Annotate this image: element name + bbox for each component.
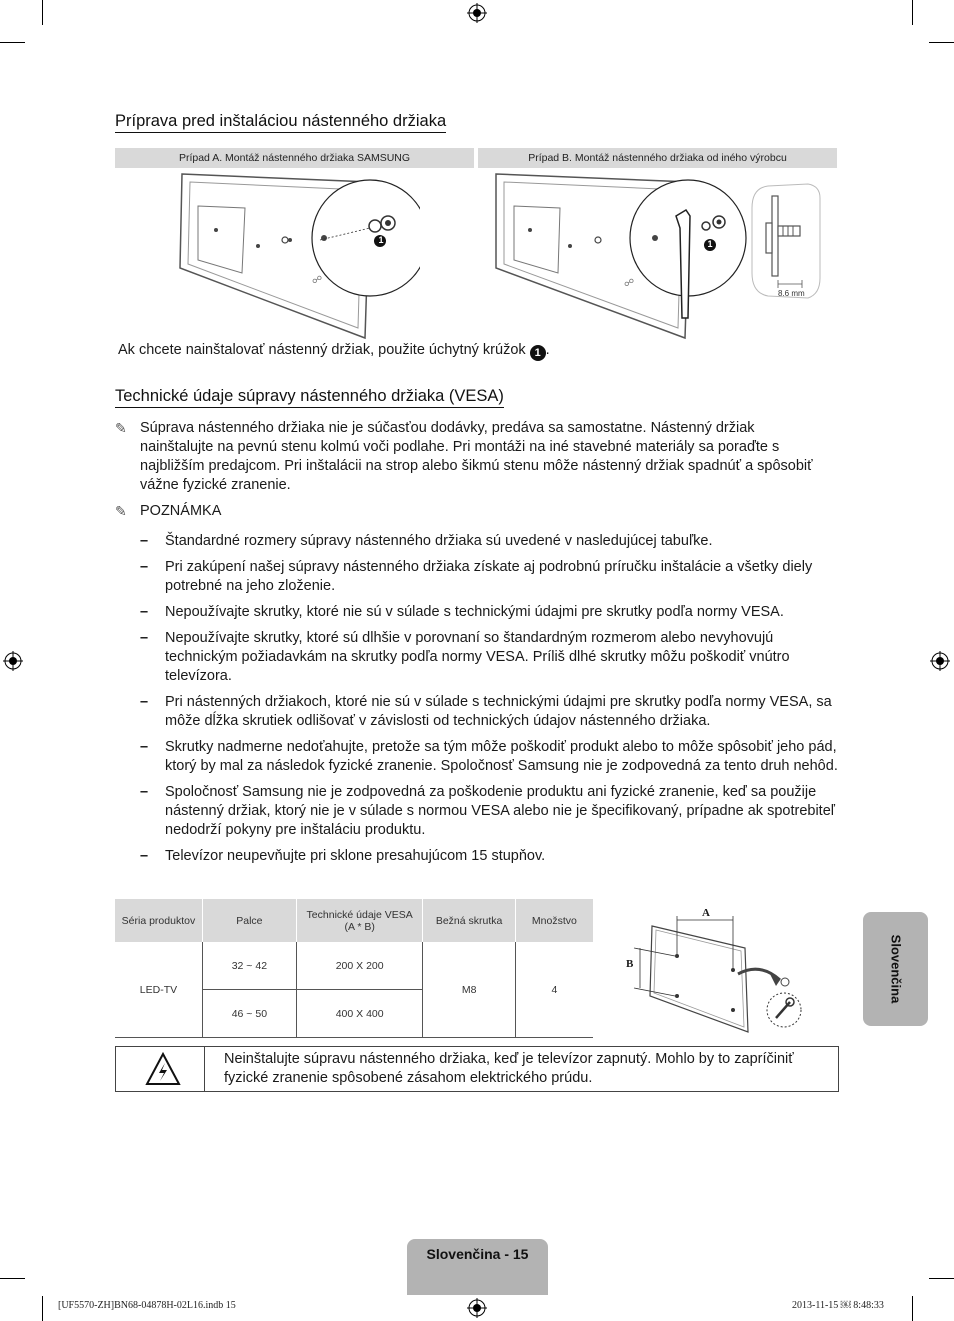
callout-marker: 1 [378, 235, 384, 245]
dash: – [140, 848, 149, 864]
footer-file-info: [UF5570-ZH]BN68-04878H-02L16.indb 15 [58, 1300, 236, 1311]
note-text: Súprava nástenného držiaka nie je súčasťou dodávky, predáva sa samostatne. Nástenný držiak nainštalujte na pevnú stenu kolmú voči podlahe. Pri montáži na iné stavebné materiály sa poraďte s najbližším predajcom. Pri inštalácii na strop alebo šikmú stenu môže nástenný držiak spadnúť a spôsobiť vážne fyzické zranenie. [140, 420, 813, 493]
list-item [140, 558, 840, 596]
warning-box [115, 1046, 839, 1092]
list-item-text: Pri zakúpení našej súpravy nástenného držiaka získate aj podrobnú príručku inštalácie a všetky diely potrebné na jeho zloženie. [165, 559, 813, 594]
note-list [140, 532, 840, 873]
crop-mark [929, 1278, 954, 1279]
list-item [140, 532, 840, 551]
list-item-text: Štandardné rozmery súpravy nástenného držiaka sú uvedené v nasledujúcej tabuľke. [165, 533, 713, 549]
table-cell-inches: 46 ~ 50 [202, 990, 296, 1038]
table-header: Séria produktov [115, 899, 202, 942]
crop-mark [929, 42, 954, 43]
callout-marker: 1 [707, 239, 713, 249]
dash: – [140, 784, 149, 800]
dimension-label-a: A [702, 907, 710, 919]
dash: – [140, 559, 149, 575]
crop-mark [0, 1278, 25, 1279]
ring-instruction-text: Ak chcete nainštalovať nástenný držiak, použite úchytný krúžok [118, 342, 526, 358]
dash: – [140, 739, 149, 755]
table-cell-screw: M8 [423, 942, 515, 1038]
note-label: POZNÁMKA [140, 503, 222, 519]
vesa-diagram [620, 900, 810, 1040]
crop-mark [42, 1296, 43, 1321]
list-item-text: Nepoužívajte skrutky, ktoré nie sú v súlade s technickými údajmi pre skrutky podľa normy VESA. [165, 604, 784, 620]
footer-timestamp: 2013-11-15 ￼ 8:48:33 [792, 1300, 884, 1311]
dimension-label: 8.6 mm [778, 289, 805, 298]
table-header: Množstvo [515, 899, 593, 942]
list-item-text: Pri nástenných držiakoch, ktoré nie sú v súlade s technickými údajmi pre skrutky podľa normy VESA, sa môže dĺžka skrutiek odlišovať v závislosti od technických údajov nástenného držiaka. [165, 694, 832, 729]
table-cell-vesa: 400 X 400 [296, 990, 423, 1038]
warning-text: Neinštalujte súpravu nástenného držiaka, keď je televízor zapnutý. Mohlo by to zapríčiniť fyzické zranenie spôsobené zásahom elektrického prúdu. [224, 1051, 794, 1086]
dash: – [140, 533, 149, 549]
page-number-tab [407, 1239, 548, 1295]
svg-text:☍: ☍ [312, 275, 323, 286]
crop-mark [0, 42, 25, 43]
table-cell-series: LED-TV [115, 942, 202, 1038]
list-item [140, 847, 840, 866]
language-side-tab-label: Slovenčina [888, 934, 903, 1004]
divider [204, 1047, 205, 1091]
list-item-text: Nepoužívajte skrutky, ktoré sú dlhšie v porovnaní so štandardným rozmerom alebo nevyhovujú technickým požiadavkám na skrutky podľa normy VESA. Príliš dlhé skrutky môžu poškodiť vnútro televízora. [165, 630, 790, 684]
dimension-label-b: B [626, 958, 634, 970]
registration-mark-icon [930, 651, 950, 671]
table-cell-vesa: 200 X 200 [296, 942, 423, 990]
table-header: Palce [202, 899, 296, 942]
dash: – [140, 604, 149, 620]
section-title: Príprava pred inštaláciou nástenného držiaka [115, 112, 446, 133]
list-item [140, 738, 840, 776]
case-b-illustration [490, 168, 830, 343]
list-item-text: Skrutky nadmerne nedoťahujte, pretože sa tým môže poškodiť produkt alebo to môže spôsobiť jeho pád, ktorý by mal za následok fyzické zranenie. Spoločnosť Samsung nie je zodpovedná za tento druh nehôd. [165, 739, 838, 774]
case-a-illustration [170, 168, 420, 343]
list-item [140, 629, 840, 686]
case-b-header: Prípad B. Montáž nástenného držiaka od iného výrobcu [478, 148, 837, 168]
table-header: Bežná skrutka [423, 899, 515, 942]
table-header-row [115, 899, 593, 942]
registration-mark-icon [467, 3, 487, 23]
period: . [545, 342, 550, 358]
language-side-tab [863, 912, 928, 1026]
crop-mark [912, 1296, 913, 1321]
table-cell-quantity: 4 [515, 942, 593, 1038]
case-a-header: Prípad A. Montáž nástenného držiaka SAMSUNG [115, 148, 474, 168]
list-item [140, 603, 840, 622]
ring-marker-icon: 1 [530, 345, 546, 361]
electric-shock-warning-icon [145, 1052, 181, 1086]
ring-instruction [118, 341, 550, 361]
crop-mark [912, 0, 913, 25]
note-icon: ✎ [115, 420, 127, 436]
list-item [140, 783, 840, 840]
dash: – [140, 630, 149, 646]
registration-mark-icon [467, 1298, 487, 1318]
table-cell-inches: 32 ~ 42 [202, 942, 296, 990]
dash: – [140, 694, 149, 710]
crop-mark [42, 0, 43, 25]
list-item [140, 693, 840, 731]
table-row [115, 942, 593, 990]
list-item-text: Spoločnosť Samsung nie je zodpovedná za poškodenie produktu ani fyzické zranenie, keď sa použije nástenný držiak, ktorý nie je v súlade s normou VESA alebo nie je špecifikovaný, prípadne ak spotrebiteľ nedodrží pokyny pre inštaláciu produktu. [165, 784, 835, 838]
list-item-text: Televízor neupevňujte pri sklone presahujúcom 15 stupňov. [165, 848, 546, 864]
table-header: Technické údaje VESA (A * B) [296, 899, 423, 942]
vesa-table [115, 899, 593, 1038]
registration-mark-icon [3, 651, 23, 671]
page-number: Slovenčina - 15 [426, 1246, 529, 1262]
note-icon: ✎ [115, 503, 127, 519]
svg-text:☍: ☍ [624, 278, 635, 289]
section-title: Technické údaje súpravy nástenného držiaka (VESA) [115, 387, 504, 408]
